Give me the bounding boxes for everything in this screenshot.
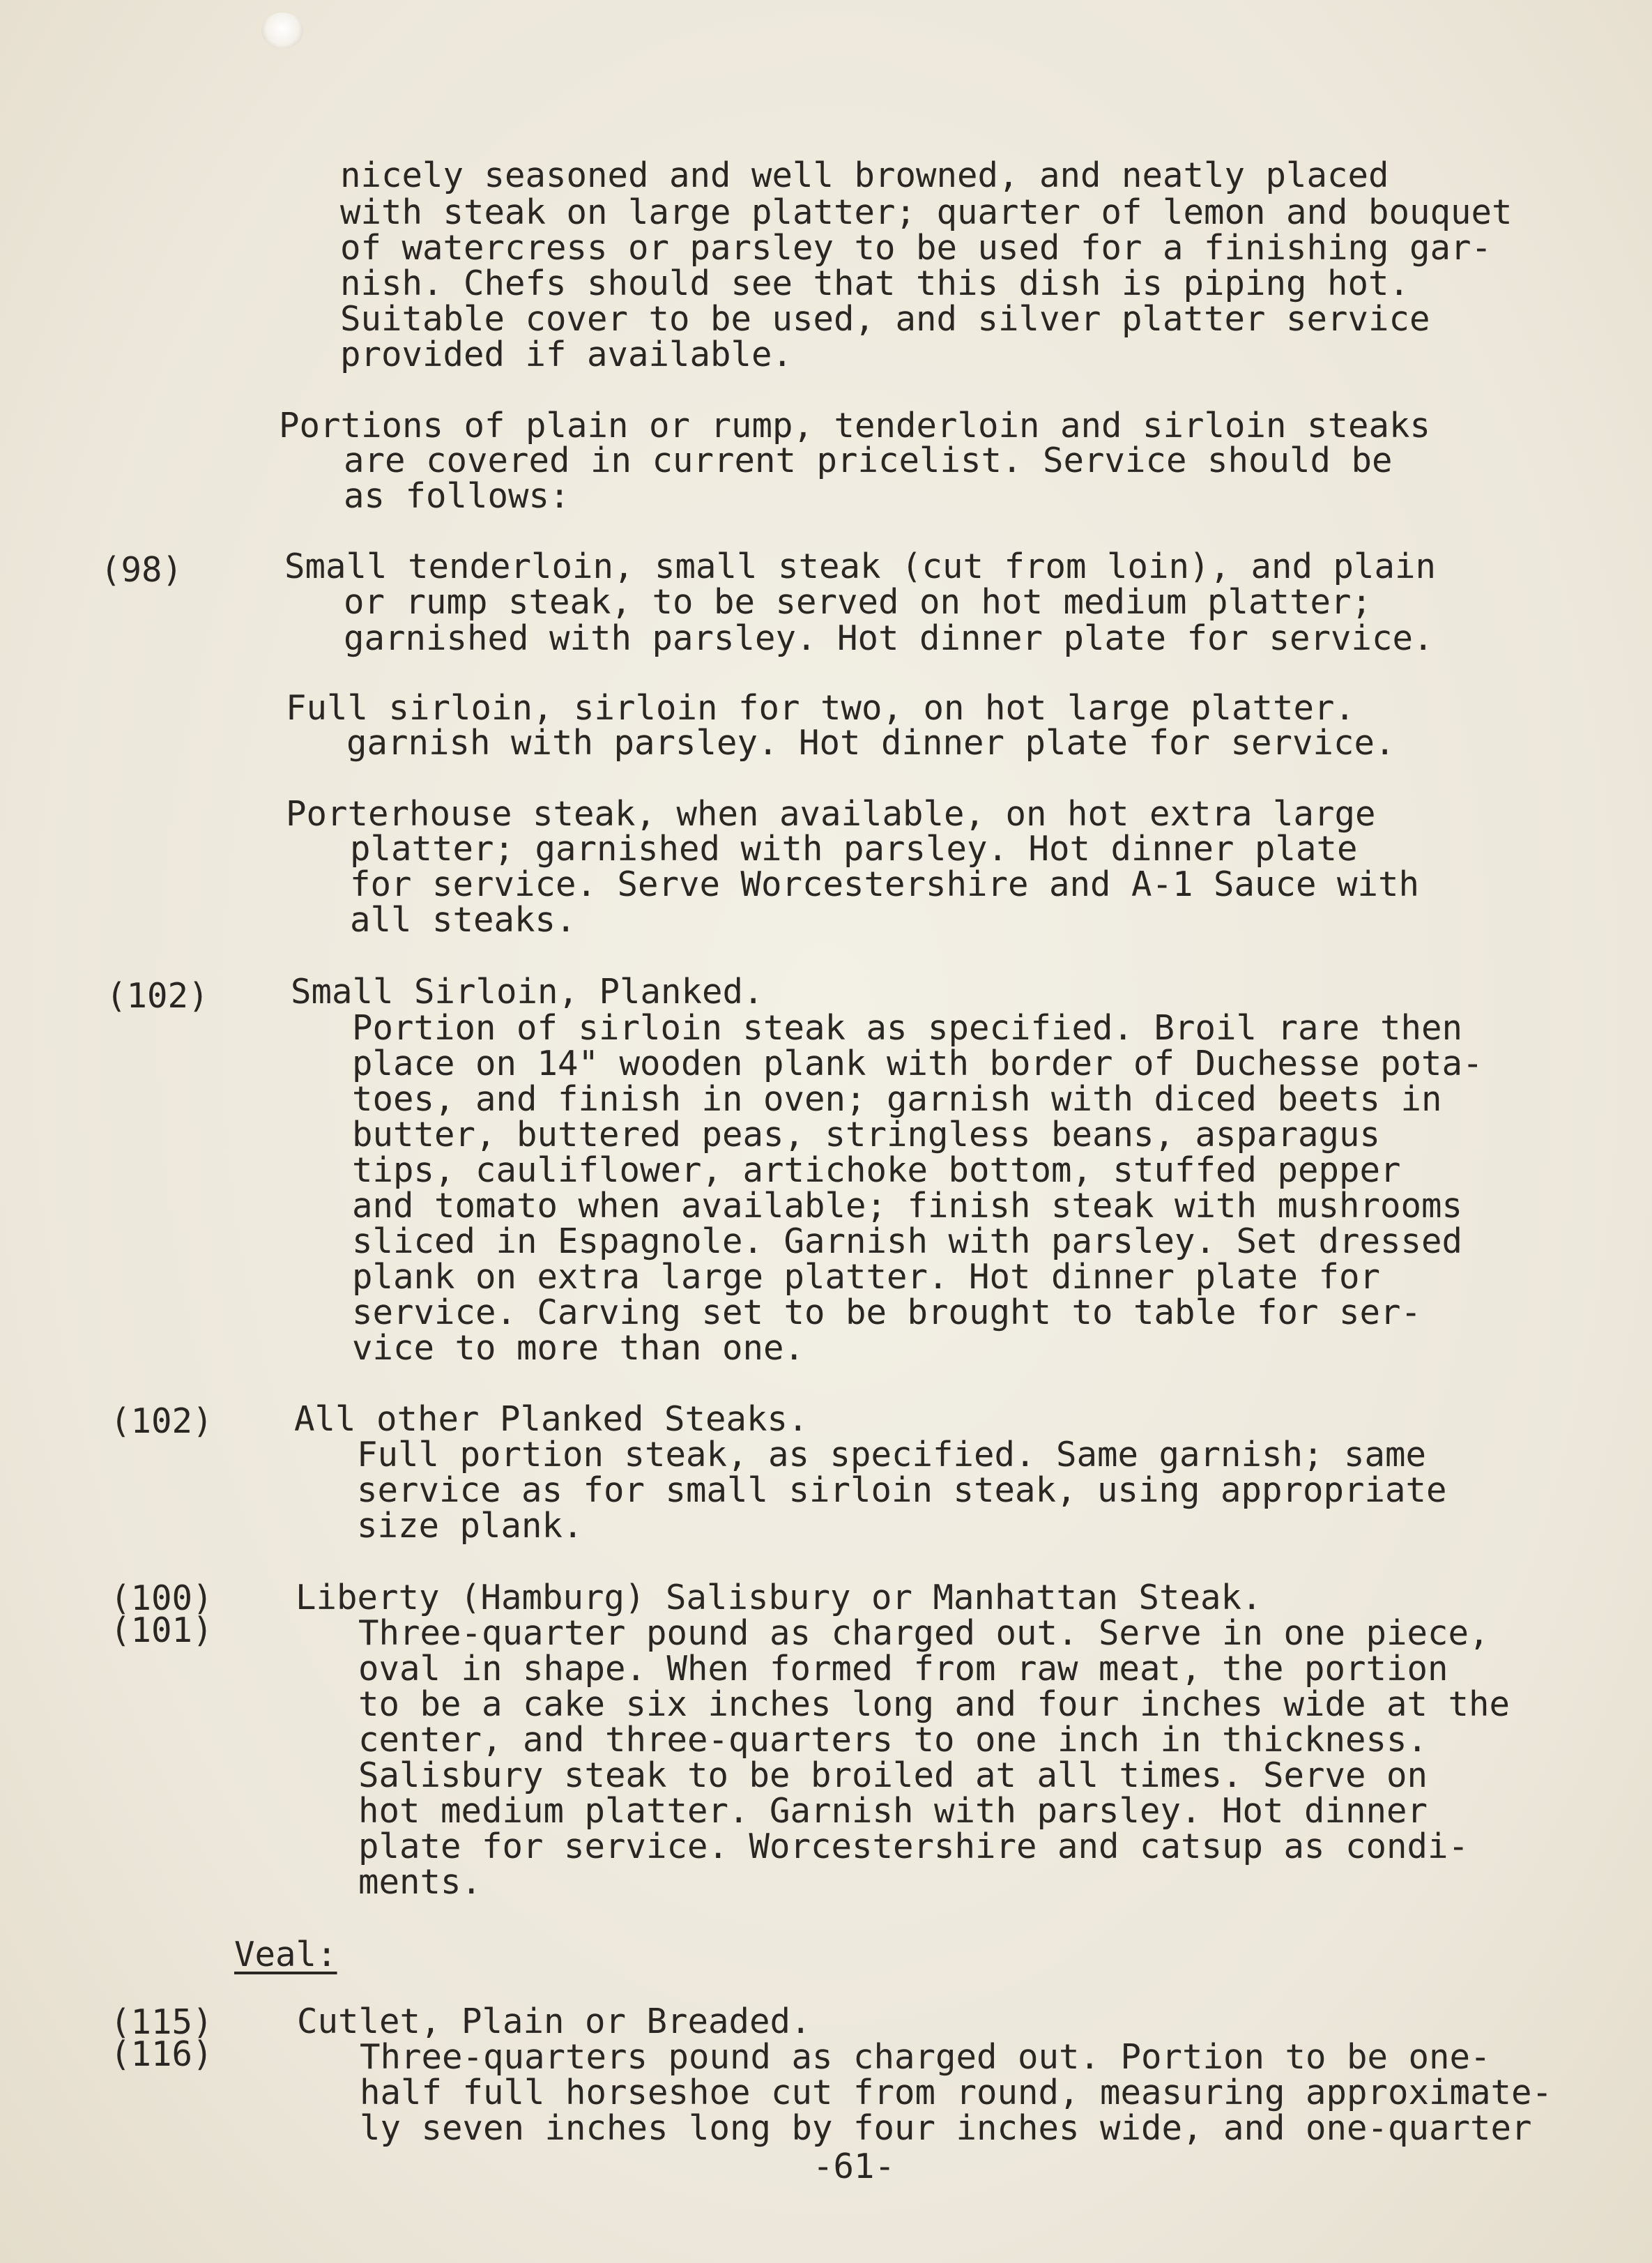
item-reference-number: (115) (116) [110, 2002, 213, 2074]
text-line: service. Carving set to be brought to table for ser- [352, 1293, 1422, 1332]
text-line: Portion of sirloin steak as specified. Broil rare then [352, 1008, 1463, 1048]
text-line: Three-quarters pound as charged out. Portion to be one- [360, 2037, 1491, 2077]
item-reference-number: (102) [110, 1401, 213, 1441]
text-line: service as for small sirloin steak, using appropriate [357, 1470, 1447, 1510]
text-line: place on 14" wooden plank with border of Duchesse pota- [352, 1044, 1483, 1083]
text-line: vice to more than one. [352, 1328, 805, 1368]
text-line: center, and three-quarters to one inch in thickness. [358, 1720, 1428, 1760]
text-line: platter; garnished with parsley. Hot dinner plate [350, 829, 1358, 869]
text-line: sliced in Espagnole. Garnish with parsley. Set dressed [352, 1221, 1463, 1261]
text-line: Full portion steak, as specified. Same garnish; same [357, 1435, 1427, 1475]
text-line: Full sirloin, sirloin for two, on hot large platter. [286, 688, 1356, 728]
text-line: Small Sirloin, Planked. [291, 972, 764, 1012]
text-line: plank on extra large platter. Hot dinner plate for [352, 1257, 1381, 1297]
text-line: ments. [358, 1862, 482, 1902]
item-reference-number: (100) (101) [110, 1578, 213, 1650]
text-line: to be a cake six inches long and four inches wide at the [358, 1684, 1510, 1724]
text-line: nish. Chefs should see that this dish is piping hot. [340, 264, 1410, 303]
text-line: half full horseshoe cut from round, measuring approximate- [360, 2073, 1553, 2112]
text-line: and tomato when available; finish steak with mushrooms [352, 1186, 1463, 1226]
text-line: Salisbury steak to be broiled at all times. Serve on [358, 1755, 1428, 1795]
item-reference-number: (102) [106, 976, 209, 1016]
text-line: toes, and finish in oven; garnish with diced beets in [352, 1079, 1442, 1119]
text-line: butter, buttered peas, stringless beans, asparagus [352, 1115, 1381, 1155]
text-line: tips, cauliflower, artichoke bottom, stuffed pepper [352, 1150, 1401, 1190]
text-line: provided if available. [340, 335, 793, 374]
text-line: Three-quarter pound as charged out. Serve in one piece, [358, 1613, 1490, 1653]
text-line: Cutlet, Plain or Breaded. [297, 2002, 811, 2041]
text-line: or rump steak, to be served on hot medium platter; [344, 582, 1372, 622]
text-line: hot medium platter. Garnish with parsley. Hot dinner [358, 1791, 1428, 1831]
text-line: ly seven inches long by four inches wide, and one-quarter [360, 2108, 1532, 2148]
punch-hole [261, 13, 303, 49]
text-line: size plank. [357, 1506, 583, 1546]
text-line: all steaks. [350, 900, 576, 940]
text-line: of watercress or parsley to be used for a finishing gar- [340, 228, 1492, 268]
text-line: are covered in current pricelist. Service should be [344, 441, 1393, 480]
text-line: Small tenderloin, small steak (cut from loin), and plain [284, 547, 1437, 586]
text-line: garnish with parsley. Hot dinner plate for service. [346, 723, 1395, 763]
section-heading: Veal: [234, 1935, 337, 1974]
text-line: as follows: [344, 476, 570, 516]
text-line: Portions of plain or rump, tenderloin and sirloin steaks [279, 406, 1431, 445]
text-line: Liberty (Hamburg) Salisbury or Manhattan Steak. [296, 1578, 1262, 1617]
text-line: garnished with parsley. Hot dinner plate for service. [344, 618, 1434, 658]
text-line: plate for service. Worcestershire and catsup as condi- [358, 1827, 1469, 1866]
text-line: Suitable cover to be used, and silver platter service [340, 299, 1430, 339]
text-line: with steak on large platter; quarter of lemon and bouquet [340, 192, 1513, 232]
text-line: for service. Serve Worcestershire and A-1 Sauce with [350, 864, 1420, 904]
text-line: Porterhouse steak, when available, on hot extra large [286, 794, 1376, 834]
item-reference-number: (98) [100, 550, 183, 590]
page-number: -61- [813, 2147, 896, 2186]
text-line: All other Planked Steaks. [294, 1399, 809, 1439]
text-line: nicely seasoned and well browned, and neatly placed [340, 155, 1389, 195]
text-line: oval in shape. When formed from raw meat, the portion [358, 1649, 1448, 1689]
